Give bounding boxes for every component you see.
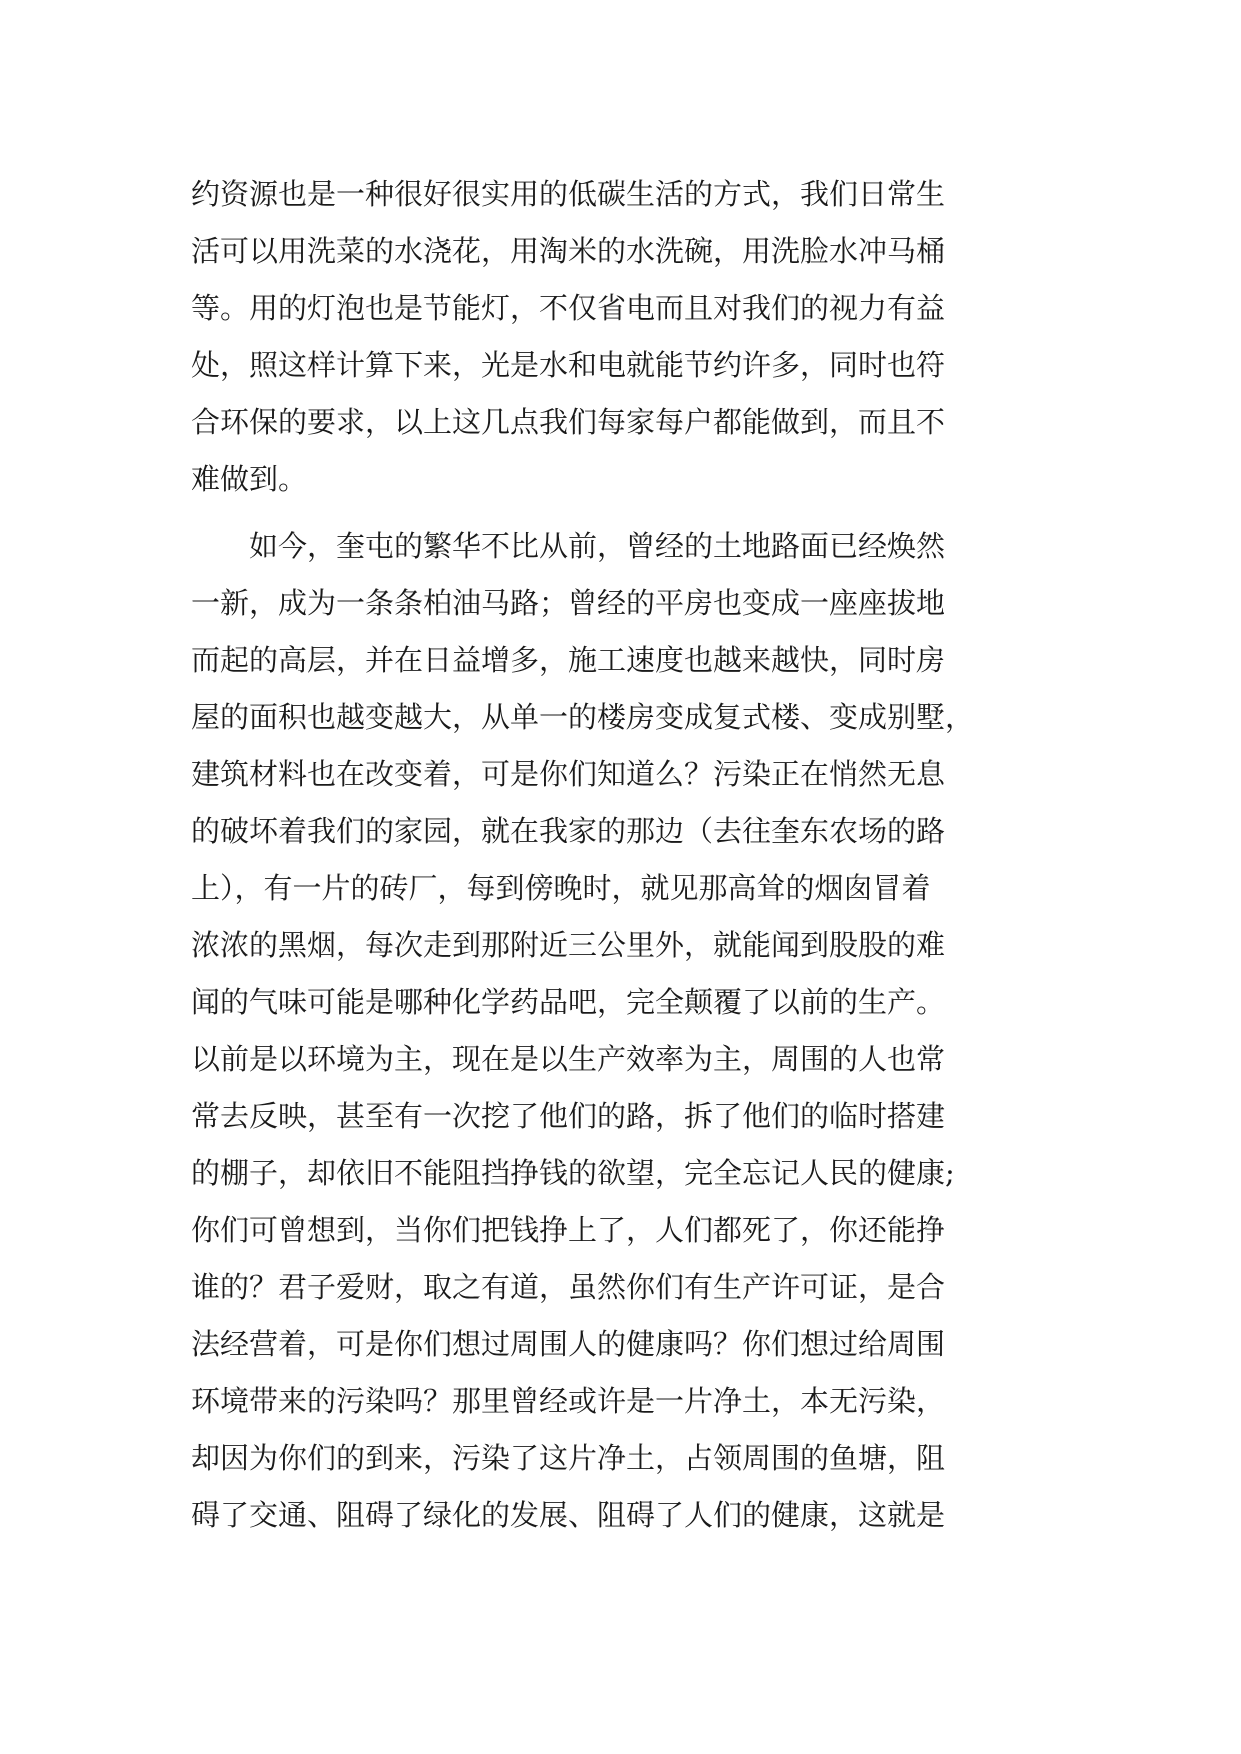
text-line: 活可以用洗菜的水浇花，用淘米的水洗碗，用洗脸水冲马桶 [191,234,946,268]
text-line: 而起的高层，并在日益增多，施工速度也越来越快，同时房 [191,643,946,677]
text-line: 谁的？君子爱财，取之有道，虽然你们有生产许可证，是合 [191,1270,946,1304]
text-line: 建筑材料也在改变着，可是你们知道么？污染正在悄然无息 [191,757,946,791]
text-line [191,518,1071,575]
paragraph [191,166,1071,508]
text-line: 的棚子，却依旧不能阻挡挣钱的欲望，完全忘记人民的健康; [191,1156,955,1190]
text-line: 常去反映，甚至有一次挖了他们的路，拆了他们的临时搭建 [191,1099,946,1133]
paragraph [191,518,1071,1544]
text-line: 屋的面积也越变越大，从单一的楼房变成复式楼、变成别墅， [191,700,975,734]
text-line: 法经营着，可是你们想过周围人的健康吗？你们想过给周围 [191,1327,946,1361]
text-line: 处，照这样计算下来，光是水和电就能节约许多，同时也符 [191,348,946,382]
text-line: 等。用的灯泡也是节能灯，不仅省电而且对我们的视力有益 [191,291,946,325]
text-line-content: 如今，奎屯的繁华不比从前，曾经的土地路面已经焕然 [249,529,946,563]
text-line: 合环保的要求，以上这几点我们每家每户都能做到，而且不 [191,405,946,439]
text-line: 难做到。 [191,462,308,496]
text-line: 一新，成为一条条柏油马路；曾经的平房也变成一座座拔地 [191,586,946,620]
text-line: 你们可曾想到，当你们把钱挣上了，人们都死了，你还能挣 [191,1213,946,1247]
text-line: 浓浓的黑烟，每次走到那附近三公里外，就能闻到股股的难 [191,928,946,962]
text-line: 闻的气味可能是哪种化学药品吧，完全颠覆了以前的生产。 [191,985,946,1019]
text-line: 环境带来的污染吗？那里曾经或许是一片净土，本无污染， [191,1384,946,1418]
text-line: 却因为你们的到来，污染了这片净土，占领周围的鱼塘，阻 [191,1441,946,1475]
paragraph-gap [191,508,1071,518]
text-line: 以前是以环境为主，现在是以生产效率为主，周围的人也常 [191,1042,946,1076]
text-line: 碍了交通、阻碍了绿化的发展、阻碍了人们的健康，这就是 [191,1498,946,1532]
text-line: 约资源也是一种很好很实用的低碳生活的方式，我们日常生 [191,177,946,211]
text-line: 上），有一片的砖厂，每到傍晚时，就见那高耸的烟囱冒着 [191,871,931,905]
text-line: 的破坏着我们的家园，就在我家的那边（去往奎东农场的路 [191,814,946,848]
body-text [191,166,1071,1544]
